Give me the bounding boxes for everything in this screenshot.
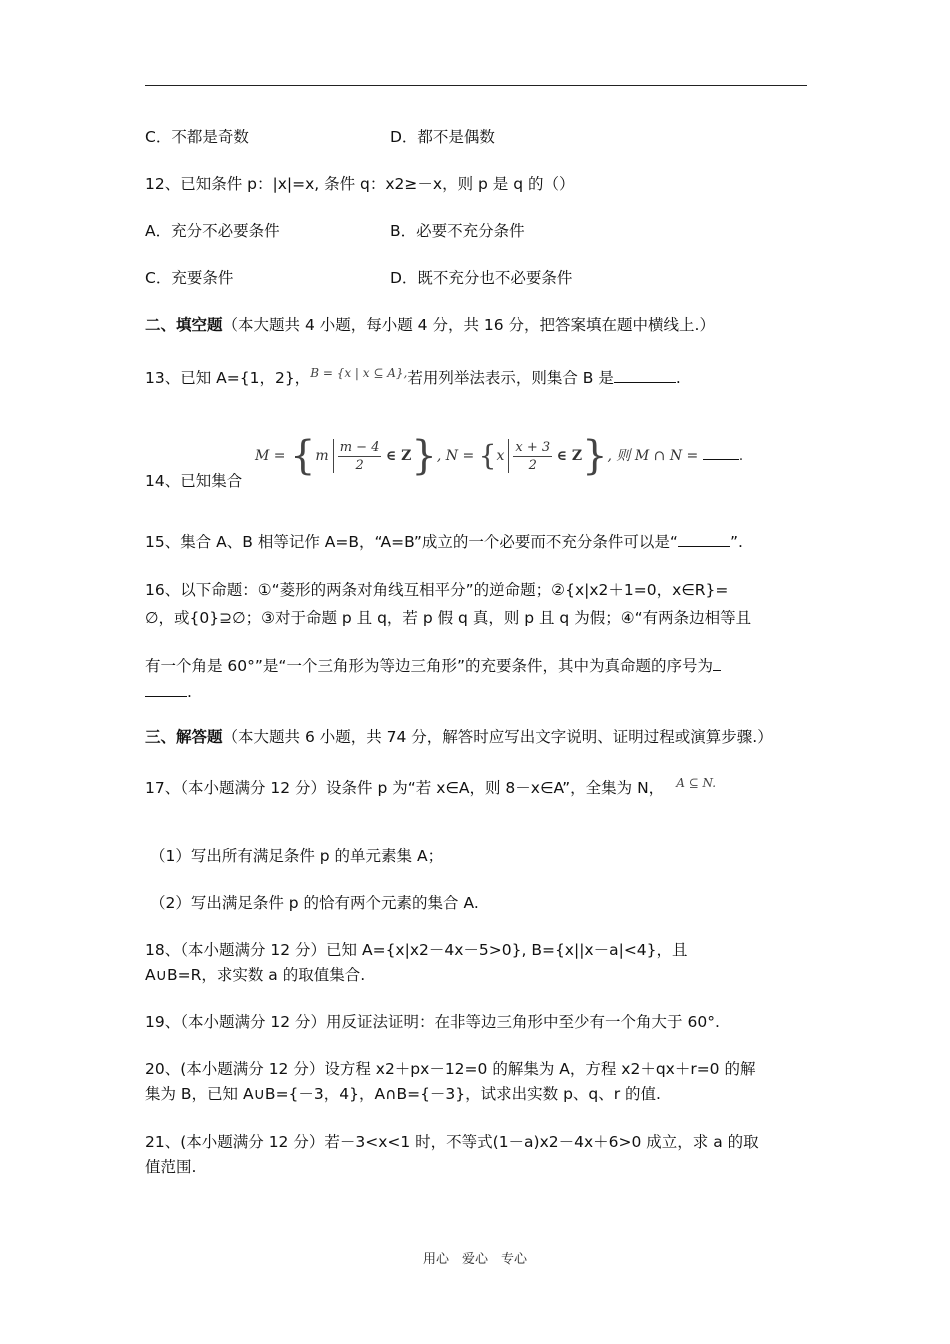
- q14-n-denominator: 2: [528, 457, 537, 473]
- q15-answer-blank: [678, 530, 730, 547]
- q14-n-lhs: , N =: [436, 448, 475, 464]
- q14-m-brace-close: }: [411, 433, 437, 479]
- q14-n-var: x: [496, 448, 505, 464]
- q14-prefix: 14、已知集合: [145, 472, 243, 490]
- q12-option-d: D．既不充分也不必要条件: [390, 269, 573, 287]
- q16-line3: [145, 654, 721, 678]
- q17-part1: （1）写出所有满足条件 p 的单元素集 A；: [150, 847, 444, 865]
- q14-n-brace-open: {: [478, 439, 497, 472]
- q14-formula: [255, 433, 744, 488]
- q21-line1: 21、(本小题满分 12 分）若－3<x<1 时，不等式(1－a)x2－4x＋6>0 成立，求 a 的取: [145, 1133, 759, 1151]
- q16-line1: 16、以下命题：①“菱形的两条对角线互相平分”的逆命题；②{x|x2＋1=0，x∈R}=: [145, 581, 729, 599]
- q15-end: ”.: [729, 533, 743, 551]
- q14-m-var: m: [315, 448, 329, 464]
- q14-m-in: ∈ Z: [385, 448, 412, 464]
- q17-part2: （2）写出满足条件 p 的恰有两个元素的集合 A.: [150, 894, 479, 912]
- q13-prefix: 13、已知 A={1，2}，: [145, 369, 311, 387]
- q19-text: 19、（本小题满分 12 分）用反证法证明：在非等边三角形中至少有一个角大于 60°.: [145, 1013, 720, 1031]
- q16-line4: [145, 680, 192, 704]
- q13-end: .: [675, 369, 681, 387]
- q12-option-b: B．必要不充分条件: [390, 222, 525, 240]
- q15: [145, 530, 743, 554]
- q20-line1: 20、(本小题满分 12 分）设方程 x2＋px－12=0 的解集为 A，方程 x2＋qx＋r=0 的解: [145, 1060, 756, 1078]
- q21-line2: 值范围.: [145, 1158, 197, 1176]
- q16-answer-blank-start: [713, 654, 721, 671]
- section2-heading: 二、填空题: [145, 316, 223, 334]
- q14-m-bar: [333, 439, 334, 473]
- q13-answer-blank: [614, 366, 676, 383]
- q17-stem-text: 17、（本小题满分 12 分）设条件 p 为“若 x∈A，则 8－x∈A”，全集为 N，: [145, 779, 665, 797]
- q14-m-brace-open: {: [289, 433, 316, 479]
- section2-title: [145, 313, 715, 337]
- q14-n-fraction: [513, 439, 552, 474]
- q14-tail: , 则 M ∩ N =: [607, 448, 699, 464]
- section2-note: （本大题共 4 小题，每小题 4 分，共 16 分，把答案填在题中横线上.）: [222, 316, 715, 334]
- q13-suffix: 若用列举法表示，则集合 B 是: [407, 369, 614, 387]
- q14-n-numerator: x + 3: [515, 439, 551, 455]
- q14-m-denominator: 2: [355, 457, 364, 473]
- q17-subset-formula: A ⊆ N.: [676, 776, 717, 790]
- q14-n-bar: [508, 439, 509, 473]
- header-rule: [145, 85, 807, 86]
- page-footer: 用心 爱心 专心: [422, 1252, 527, 1267]
- q18-line2: A∪B=R，求实数 a 的取值集合.: [145, 966, 366, 984]
- q15-text: 15、集合 A、B 相等记作 A=B，“A=B”成立的一个必要而不充分条件可以是“: [145, 533, 678, 551]
- section3-note: （本大题共 6 小题，共 74 分，解答时应写出文字说明、证明过程或演算步骤.）: [222, 728, 773, 746]
- q12-option-a: A．充分不必要条件: [145, 222, 280, 240]
- q14-m-lhs: M =: [255, 448, 286, 464]
- q18-line1: 18、（本小题满分 12 分）已知 A={x|x2－4x－5>0}, B={x||x－a|<4}，且: [145, 941, 688, 959]
- q14-answer-blank: [703, 447, 739, 460]
- q12-stem: 12、已知条件 p：|x|=x, 条件 q：x2≥－x，则 p 是 q 的（）: [145, 175, 575, 193]
- q16-line2: ∅，或{0}⊇∅；③对于命题 p 且 q，若 p 假 q 真，则 p 且 q 为假；④“有两条边相等且: [145, 609, 752, 627]
- section3-heading: 三、解答题: [145, 728, 223, 746]
- q17-stem: [145, 776, 716, 801]
- q14-n-in: ∈ Z: [556, 448, 583, 464]
- q16-line3-text: 有一个角是 60°”是“一个三角形为等边三角形”的充要条件，其中为真命题的序号为: [145, 657, 713, 675]
- section3-title: [145, 725, 773, 749]
- q14-n-brace-close: }: [582, 433, 608, 479]
- q11-option-c: C．不都是奇数: [145, 128, 249, 146]
- q13-set-b-formula: B = {x | x ⊆ A},: [310, 366, 408, 380]
- q16-end: .: [187, 683, 192, 701]
- q14-m-fraction: [338, 439, 382, 474]
- q20-line2: 集为 B，已知 A∪B={－3，4}，A∩B={－3}，试求出实数 p、q、r 的值.: [145, 1085, 661, 1103]
- q13: [145, 366, 681, 391]
- q14-m-numerator: m − 4: [339, 439, 380, 455]
- q14-end: .: [738, 448, 744, 464]
- q11-option-d: D．都不是偶数: [390, 128, 495, 146]
- q12-option-c: C．充要条件: [145, 269, 234, 287]
- q16-answer-blank: [145, 680, 187, 697]
